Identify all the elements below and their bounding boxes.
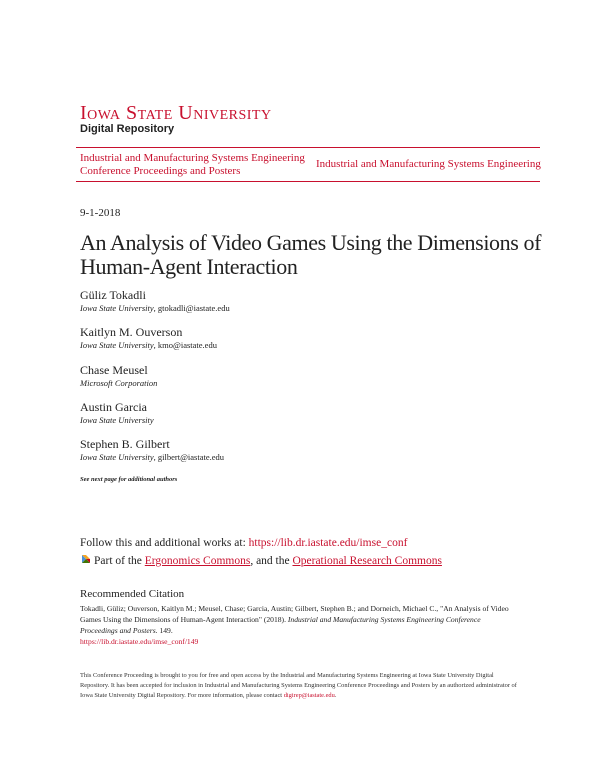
part-of-middle: , and the (250, 555, 293, 567)
see-next-page-note: See next page for additional authors (80, 476, 178, 483)
ergonomics-commons-link[interactable]: Ergonomics Commons (144, 555, 251, 567)
paper-title: An Analysis of Video Games Using the Dimensions of Human-Agent Interaction (80, 230, 542, 279)
operational-research-commons-link[interactable]: Operational Research Commons (292, 555, 442, 567)
author-name: Kaitlyn M. Ouverson (80, 325, 183, 339)
author-block (80, 288, 520, 314)
author-block (80, 363, 520, 389)
university-logo[interactable]: Iowa State University (80, 102, 272, 124)
follow-label: Follow this and additional works at: (80, 537, 249, 549)
author-name: Stephen B. Gilbert (80, 437, 170, 451)
author-affiliation: Microsoft Corporation (80, 378, 158, 388)
recommended-citation-heading: Recommended Citation (80, 588, 185, 600)
author-affiliation: Iowa State University, gtokadli@iastate.edu (80, 303, 230, 313)
author-block (80, 437, 520, 463)
citation-text: Tokadli, Güliz; Ouverson, Kaitlyn M.; Meusel, Chase; Garcia, Austin; Gilbert, Stephen B.; and Dorneich, Michael C., "An Analysis of Video Games Using the Dimensions of Human-Agent Interaction" (2018). Industrial and Manufacturing Systems Engineering Conference Proceedings and Posters. 149. https://lib.dr.iastate.edu/imse_conf/149 (80, 604, 509, 646)
author-affiliation: Iowa State University (80, 415, 154, 425)
collection-url-link[interactable]: https://lib.dr.iastate.edu/imse_conf (248, 537, 408, 549)
contact-email-link[interactable]: digirep@iastate.edu (283, 692, 335, 699)
author-block (80, 400, 520, 426)
publication-date: 9-1-2018 (80, 207, 121, 219)
footer-notice: This Conference Proceeding is brought to you for free and open access by the Industrial and Manufacturing Systems Engineering at Iowa State University Digital Repository. It has been accepted for inclusion in Industrial and Manufacturing Systems Engineering Conference Proceedings and Posters by an authorized administrator of Iowa State University Digital Repository. For more information, please contact digirep@iastate.edu. (80, 672, 517, 699)
part-of-line (80, 554, 442, 568)
citation-link[interactable]: https://lib.dr.iastate.edu/imse_conf/149 (80, 637, 199, 646)
collection-link-proceedings[interactable]: Industrial and Manufacturing Systems Engineering Conference Proceedings and Posters (80, 152, 305, 177)
author-name: Güliz Tokadli (80, 288, 146, 302)
digital-repository-label: Digital Repository (80, 123, 175, 135)
follow-line (80, 536, 407, 550)
author-affiliation: Iowa State University, kmo@iastate.edu (80, 340, 217, 350)
collection-link-department[interactable]: Industrial and Manufacturing Systems Engineering (316, 158, 541, 170)
bepress-icon (80, 554, 91, 565)
part-of-prefix: Part of the (94, 555, 145, 567)
author-name: Austin Garcia (80, 400, 147, 414)
author-block (80, 325, 520, 351)
author-name: Chase Meusel (80, 363, 148, 377)
author-affiliation: Iowa State University, gilbert@iastate.edu (80, 452, 225, 462)
